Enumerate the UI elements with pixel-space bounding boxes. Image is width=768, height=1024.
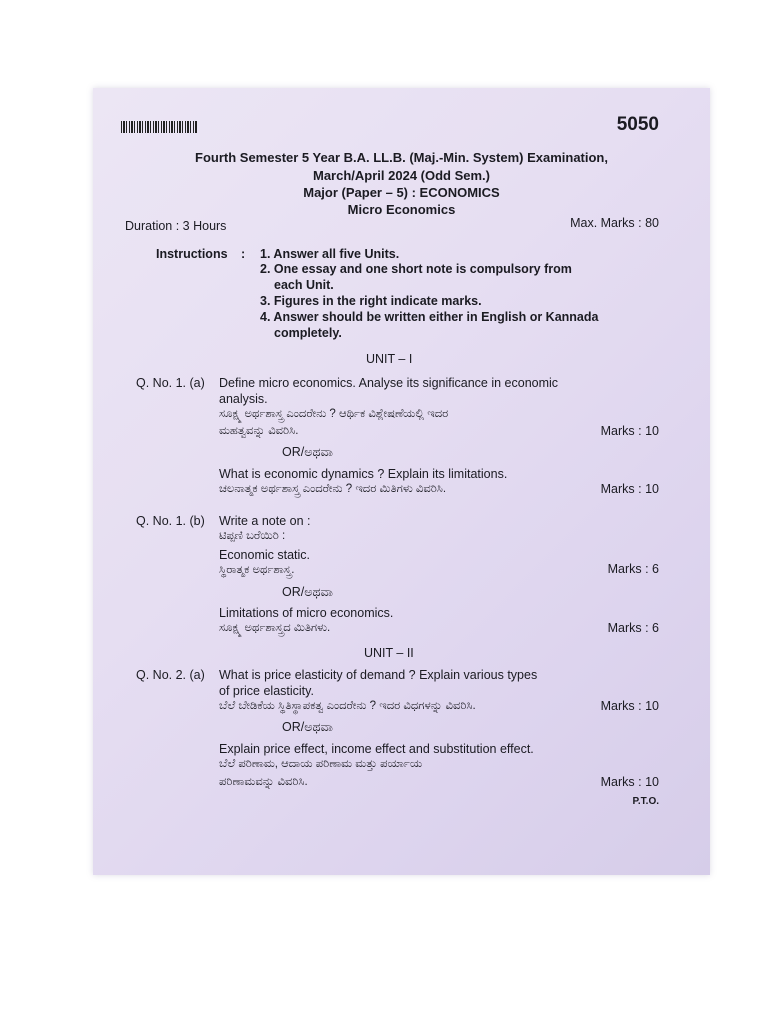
exam-paper-sheet (93, 88, 710, 875)
question-text: Limitations of micro economics. (219, 606, 394, 620)
question-number: Q. No. 1. (a) (136, 376, 205, 390)
instruction-item: 4. Answer should be written either in English or Kannada (260, 310, 599, 324)
instruction-item: each Unit. (274, 278, 334, 292)
question-text-kannada: ಬೆಲೆ ಪರಿಣಾಮ, ಆದಾಯ ಪರಿಣಾಮ ಮತ್ತು ಪರ್ಯಾಯ (219, 758, 423, 770)
exam-title-line2: March/April 2024 (Odd Sem.) (313, 168, 490, 183)
question-text-kannada: ಪರಿಣಾಮವನ್ನು ವಿವರಿಸಿ. (219, 776, 308, 788)
max-marks: Max. Marks : 80 (570, 216, 659, 230)
question-text-kannada: ಬೆಲೆ ಬೇಡಿಕೆಯ ಸ್ಥಿತಿಸ್ಥಾಪಕತ್ವ ಎಂದರೇನು ? ಇದರ ವಿಧಗಳನ್ನು ವಿವರಿಸಿ. (219, 700, 476, 712)
question-text-kannada: ಸ್ಥಿರಾತ್ಮಕ ಅರ್ಥಶಾಸ್ತ್ರ. (219, 564, 295, 576)
question-text: What is economic dynamics ? Explain its limitations. (219, 467, 508, 481)
instruction-item: 3. Figures in the right indicate marks. (260, 294, 482, 308)
question-text-kannada: ಸೂಕ್ಷ್ಮ ಅರ್ಥಶಾಸ್ತ್ರ ಎಂದರೇನು ? ಆರ್ಥಿಕ ವಿಶ್ಲೇಷಣೆಯಲ್ಲಿ ಇದರ (219, 408, 449, 420)
or-divider: OR/ಅಥವಾ (282, 720, 333, 734)
question-number: Q. No. 1. (b) (136, 514, 205, 528)
question-text-kannada: ಮಹತ್ವವನ್ನು ವಿವರಿಸಿ. (219, 425, 299, 437)
instructions-label: Instructions (156, 247, 228, 261)
exam-title-line1: Fourth Semester 5 Year B.A. LL.B. (Maj.-Min. System) Examination, (195, 150, 608, 165)
question-text-kannada: ಟಿಪ್ಪಣಿ ಬರೆಯಿರಿ : (219, 530, 286, 542)
question-text-kannada: ಸೂಕ್ಷ್ಮ ಅರ್ಥಶಾಸ್ತ್ರದ ಮಿತಿಗಳು. (219, 622, 331, 634)
or-divider: OR/ಅಥವಾ (282, 445, 333, 459)
unit-1-heading: UNIT – I (366, 352, 413, 366)
question-text: Define micro economics. Analyse its significance in economic (219, 376, 559, 390)
question-text: What is price elasticity of demand ? Explain various types (219, 668, 538, 682)
instructions-colon: : (241, 247, 246, 261)
marks-label: Marks : 6 (607, 621, 659, 635)
question-number: Q. No. 2. (a) (136, 668, 205, 682)
marks-label: Marks : 10 (600, 482, 659, 496)
exam-title-line3: Major (Paper – 5) : ECONOMICS (303, 185, 500, 200)
instruction-item: completely. (274, 326, 342, 340)
barcode (121, 121, 197, 133)
question-text: Economic static. (219, 548, 311, 562)
marks-label: Marks : 10 (600, 775, 659, 789)
question-text: Write a note on : (219, 514, 311, 528)
instruction-item: 2. One essay and one short note is compulsory from (260, 262, 572, 276)
marks-label: Marks : 10 (600, 699, 659, 713)
marks-label: Marks : 10 (600, 424, 659, 438)
marks-label: Marks : 6 (607, 562, 659, 576)
instruction-item: 1. Answer all five Units. (260, 247, 400, 261)
page-turn-over: P.T.O. (632, 796, 659, 807)
unit-2-heading: UNIT – II (364, 646, 414, 660)
paper-code: 5050 (616, 114, 659, 135)
question-text: of price elasticity. (219, 684, 314, 698)
question-text: Explain price effect, income effect and substitution effect. (219, 742, 534, 756)
question-text: analysis. (219, 392, 268, 406)
or-divider: OR/ಅಥವಾ (282, 585, 333, 599)
question-text-kannada: ಚಲನಾತ್ಮಕ ಅರ್ಥಶಾಸ್ತ್ರ ಎಂದರೇನು ? ಇದರ ಮಿತಿಗಳು ವಿವರಿಸಿ. (219, 483, 447, 495)
exam-subject: Micro Economics (347, 202, 456, 217)
duration: Duration : 3 Hours (125, 219, 227, 233)
